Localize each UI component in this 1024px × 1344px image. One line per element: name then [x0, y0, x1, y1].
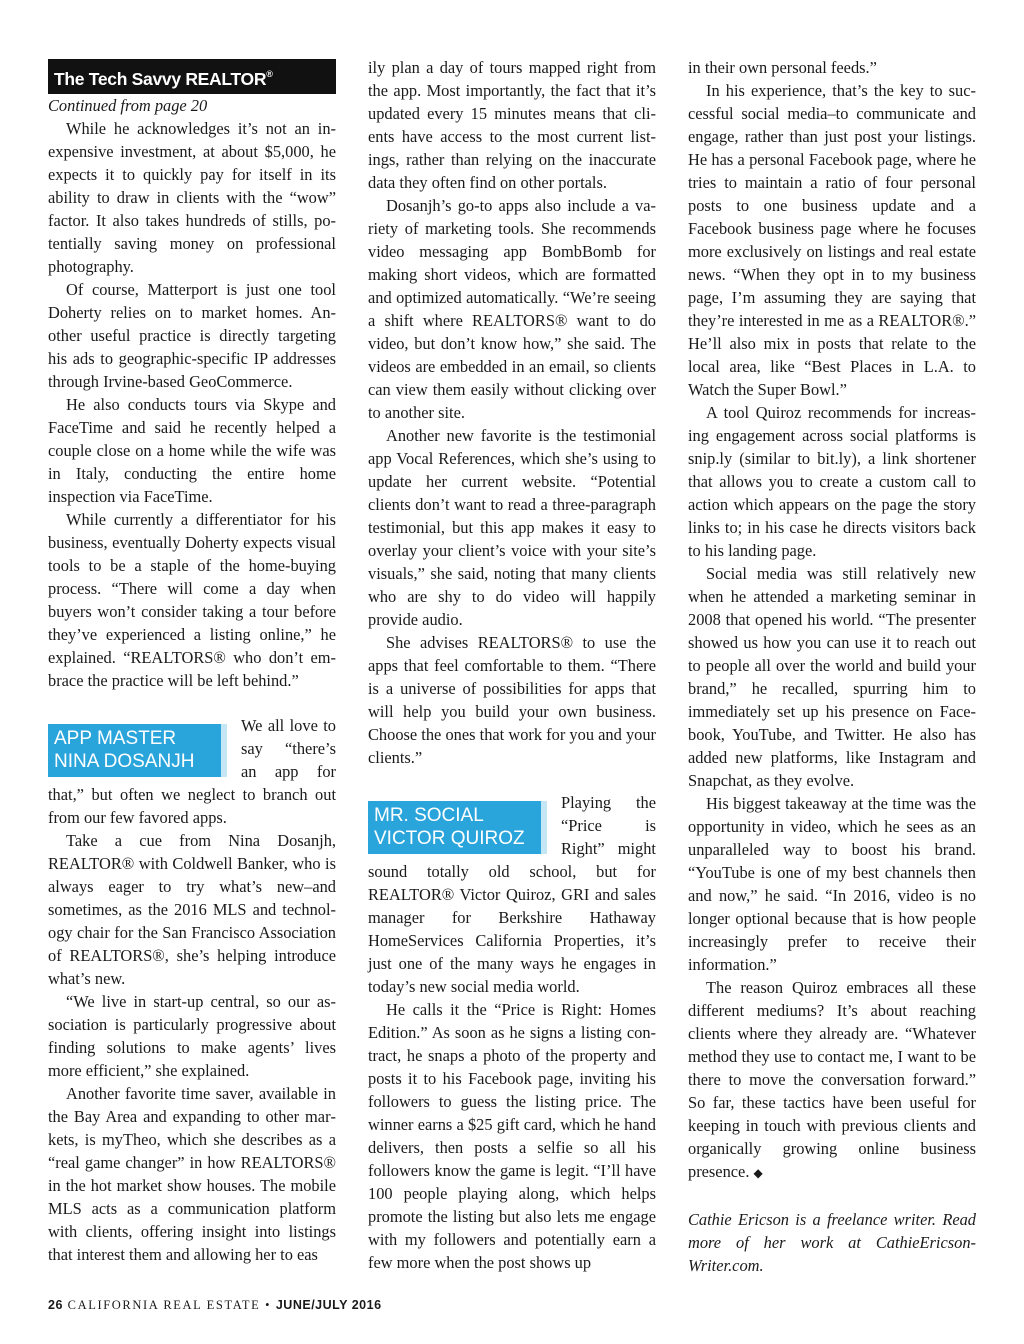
paragraph: ily plan a day of tours mapped right from the app. Most importantly, the fact that it’s updated every 15 minutes means that clients have access to the most current listings, rather than relying on the inaccurate data they often find on other portals.	[368, 58, 656, 192]
paragraph: His biggest takeaway at the time was the opportunity in video, which he sees as an unparalleled way to boost his brand. “YouTube is one of my best channels then and now,” he said. “In 2016, video is no longer optional because that is how people increasingly prefer to receive their information.”	[688, 794, 976, 974]
paragraph-final	[688, 976, 976, 1185]
subhead-line: MR. SOCIAL	[374, 805, 484, 826]
paragraph: A tool Quiroz recommends for increasing engagement across social platforms is snip.ly (similar to bit.ly), a link shortener that allows you to create a custom call to action which appears on the page the story links to; in his case he directs visitors back to his landing page.	[688, 403, 976, 560]
column-1	[48, 56, 336, 1266]
paragraph: We all love to say “there’s an app for that,” but often we neglect to branch out from our few favored apps.	[48, 716, 336, 827]
paragraph: Playing the “Price is Right” might sound totally old school, but for REALTOR® Victor Quiroz, GRI and sales manager for Berkshire Hathaway HomeServices California Properties, it’s just one of the many ways he engages in today’s new social media world.	[368, 793, 656, 996]
paragraph: Another new favorite is the testimonial app Vocal References, which she’s using to update her current website. “Potential clients don’t want to read a three-paragraph testimonial, but this app makes it easy to overlay your client’s voice with your site’s visuals,” she said, noting that many clients who are shy to do video will happily provide audio.	[368, 426, 656, 629]
spacer	[48, 692, 336, 714]
end-mark-icon: ◆	[753, 1166, 763, 1180]
subhead-line: NINA DOSANJH	[54, 751, 195, 772]
continued-note: Continued from page 20	[48, 96, 208, 115]
paragraph: “We live in start-up central, so our association is particularly progressive about finding solutions to make agents’ lives more efficient,” she explained.	[48, 992, 336, 1080]
issue-date: JUNE/JULY 2016	[275, 1298, 382, 1312]
footer-bullet: •	[265, 1298, 272, 1312]
page-footer	[48, 1298, 382, 1313]
paragraph: Social media was still relatively new when he attended a marketing seminar in 2008 that opened his world. “The presenter showed us how you can use it to reach out to people all over the world and build your brand,” he recalled, spurring him to immediately set up his presence on Facebook, YouTube, and Twitter. He also has added new platforms, like Instagram and Snapchat, as they evolve.	[688, 564, 976, 790]
column-3	[688, 56, 976, 1277]
paragraph: Of course, Matterport is just one tool Doherty relies on to market homes. Another useful practice is directly targeting his ads to geographic-specific IP addresses through Irvine-based GeoCommerce.	[48, 280, 336, 391]
paragraph: He also conducts tours via Skype and FaceTime and said he recently helped a couple close on a home while the wife was in Italy, conducting the entire home inspection via FaceTime.	[48, 395, 336, 506]
author-bio: Cathie Ericson is a freelance writer. Read more of her work at CathieEricson-Writer.com.	[688, 1210, 976, 1275]
subhead-line: VICTOR QUIROZ	[374, 828, 525, 849]
paragraph: While he acknowledges it’s not an inexpensive investment, at about $5,000, he expects it to quickly pay for itself in its ability to draw in clients with the “wow” factor. It also takes hundreds of stills, potentially saving money on professional photography.	[48, 119, 336, 276]
paragraph: in their own personal feeds.”	[688, 58, 877, 77]
spacer	[368, 769, 656, 791]
subhead-app-master	[48, 724, 227, 777]
section-banner	[48, 59, 336, 94]
column-2	[368, 56, 656, 1274]
page-number: 26	[48, 1298, 63, 1312]
registered-mark: ®	[266, 69, 273, 79]
publication-name: CALIFORNIA REAL ESTATE	[67, 1298, 261, 1312]
subhead-mr-social	[368, 801, 547, 854]
paragraph: Take a cue from Nina Dosanjh, REALTOR® with Coldwell Banker, who is always eager to try what’s new–and sometimes, as the 2016 MLS and technology chair for the San Francisco Association of REALTORS®, she’s helping introduce what’s new.	[48, 831, 336, 988]
paragraph: While currently a differentiator for his business, eventually Doherty expects visual tools to be a staple of the home-buying process. “There will come a day when buyers won’t consider taking a tour before they’ve experienced a listing online,” he explained. “REALTORS® who don’t embrace the practice will be left behind.”	[48, 510, 336, 690]
banner-title: The Tech Savvy REALTOR	[54, 69, 267, 89]
paragraph: Another favorite time saver, available in the Bay Area and expanding to other markets, is myTheo, which she describes as a “real game changer” in how REALTORS® in the hot market show houses. The mobile MLS acts as a communication platform with clients, offering insight into listings that interest them and allowing her to eas	[48, 1084, 336, 1264]
paragraph: In his experience, that’s the key to successful social media–to communicate and engage, rather than just post your listings. He has a personal Facebook page, where he tries to maintain a ratio of four personal posts to one business update and a Facebook business page where he focuses more exclusively on listings and real estate news. “When they opt in to my business page, I’m assuming they are saying that they’re interested in me as a REALTOR®.” He’ll also mix in posts that relate to the local area, like “Best Places in L.A. to Watch the Super Bowl.”	[688, 81, 976, 399]
paragraph: Dosanjh’s go-to apps also include a variety of marketing tools. She recommends video messaging app BombBomb for making short videos, which are formatted and optimized automatically. “We’re seeing a shift where REALTORS® want to do video, but don’t know how,” she said. The videos are embedded in an email, so clients can view them easily without clicking over to another site.	[368, 196, 656, 422]
paragraph-text: The reason Quiroz embraces all these different mediums? It’s about reaching clients where they already are. “Whatever method they use to contact me, I want to be there to move the conversation forward.” So far, these tactics have been useful for keeping in touch with previous clients and organically growing online business presence.	[688, 978, 976, 1181]
paragraph: He calls it the “Price is Right: Homes Edition.” As soon as he signs a listing contract, he snaps a photo of the property and posts it to his Facebook page, inviting his followers to guess the listing price. The winner earns a $25 gift card, which he hand delivers, then posts a selfie so all his followers know the game is legit. “I’ll have 100 people playing along, which helps promote the listing but also lets me engage with my followers and potentially earn a few more when the post shows up	[368, 1000, 656, 1272]
subhead-line: APP MASTER	[54, 728, 177, 749]
paragraph: She advises REALTORS® to use the apps that feel comfortable to them. “There is a universe of possibilities for apps that will help you build your own business. Choose the ones that work for you and your clients.”	[368, 633, 656, 767]
